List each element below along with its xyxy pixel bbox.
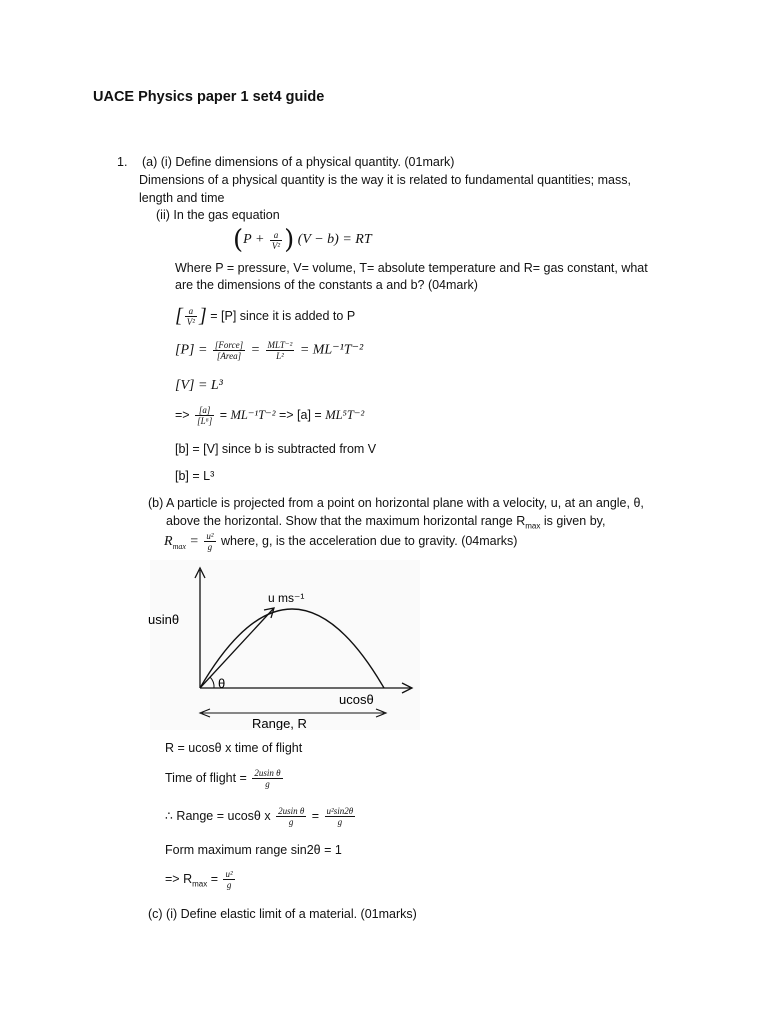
step3-volume-dimensions: [V] = L³ bbox=[175, 378, 223, 393]
q1a-i-answer-line2: length and time bbox=[139, 191, 225, 205]
solution-line5: => $R_{max}$ = $\frac{\text{u²}}{g}$ bbox=[165, 869, 233, 890]
gas-equation: (P + $\frac{a}{\text{V²}}$ ) (V − b) = RT bbox=[233, 225, 372, 255]
step1-text: = [P] since it is added to P bbox=[210, 308, 356, 323]
solution-line3: ∴ Range = ucosθ x $\frac{\text{2usin θ}}{g}$ = $\frac{\text{u²sin2θ}}{g}$ bbox=[165, 806, 354, 827]
solution-line1: R = ucosθ x time of flight bbox=[165, 741, 303, 755]
step1: [ $\frac{a}{\text{V²}}$ ] = [P] since it is added to P bbox=[175, 305, 356, 327]
page-title: UACE Physics paper 1 set4 guide bbox=[93, 89, 325, 105]
q1b-question-line1: (b) A particle is projected from a point on horizontal plane with a velocity, u, at an angle, θ, bbox=[148, 496, 644, 510]
q1b-line2-end: is given by, bbox=[540, 514, 606, 528]
step6: [b] = L³ bbox=[175, 469, 215, 483]
sol-line5-text: => R bbox=[165, 871, 193, 886]
q1b-question-line3: $R_{max}$ = $\frac{\text{u²}}{g}$ where, g, is the acceleration due to gravity. (04marks) bbox=[164, 531, 518, 552]
q1b-line2-text: above the horizontal. Show that the maximum horizontal range R bbox=[166, 514, 526, 528]
solution-line4: Form maximum range sin2θ = 1 bbox=[165, 843, 342, 857]
q1a-ii-where-line1: Where P = pressure, V= volume, T= absolute temperature and R= gas constant, what bbox=[175, 261, 648, 275]
sol-line3-text: ∴ Range = ucosθ x bbox=[165, 808, 271, 823]
label-u: u ms⁻¹ bbox=[268, 591, 305, 605]
step5: [b] = [V] since b is subtracted from V bbox=[175, 442, 377, 456]
question-number: 1. bbox=[117, 155, 128, 169]
projectile-diagram bbox=[140, 560, 430, 730]
label-usin: usinθ bbox=[148, 612, 180, 627]
q1a-ii-where-line2: are the dimensions of the constants a and b? (04mark) bbox=[175, 278, 478, 292]
q1a-ii-intro: (ii) In the gas equation bbox=[156, 208, 280, 222]
diagram-background bbox=[150, 560, 420, 730]
sol-line2-text: Time of flight = bbox=[165, 770, 247, 785]
q1b-line2-sub: max bbox=[525, 521, 541, 531]
step2-pressure-dimensions: [P] = $\frac{\text{[Force]}}{\text{[Area]}}$ = $\frac{\text{MLT⁻²}}{\text{L²}}$ = ML⁻¹T⁻² bbox=[175, 340, 364, 361]
label-ucos: ucosθ bbox=[339, 692, 374, 707]
q1a-i-answer-line1: Dimensions of a physical quantity is the way it is related to fundamental quantities; mass, bbox=[139, 173, 631, 187]
step4-a-dimensions: => $\frac{[a]}{\text{[L⁶]}}$ = ML⁻¹T⁻² => [a] = ML⁵T⁻² bbox=[175, 405, 365, 426]
q1a-i-question: (a) (i) Define dimensions of a physical quantity. (01mark) bbox=[142, 155, 455, 169]
q1c-question: (c) (i) Define elastic limit of a material. (01marks) bbox=[148, 907, 417, 921]
label-range: Range, R bbox=[252, 716, 307, 730]
solution-line2: Time of flight = $\frac{\text{2usin θ}}{g}$ bbox=[165, 768, 281, 789]
label-theta: θ bbox=[218, 676, 226, 691]
sol-line5-sub: max bbox=[192, 879, 208, 889]
q1b-line3-text: where, g, is the acceleration due to gravity. (04marks) bbox=[221, 533, 518, 548]
q1b-question-line2 bbox=[166, 514, 605, 531]
